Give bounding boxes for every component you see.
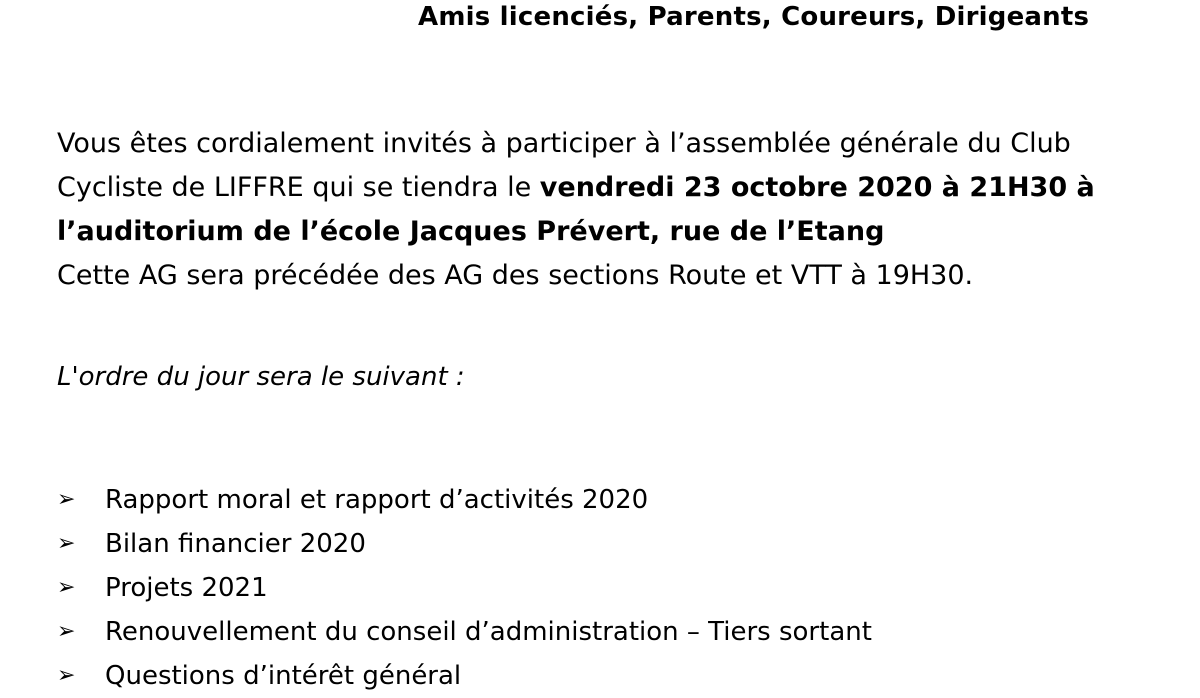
invitation-line-4: Cette AG sera précédée des AG des sections Route et VTT à 19H30. xyxy=(57,260,974,291)
arrow-bullet-icon: ➢ xyxy=(57,487,76,512)
list-item xyxy=(57,566,872,610)
list-item xyxy=(57,478,872,522)
arrow-bullet-icon: ➢ xyxy=(57,663,76,688)
arrow-bullet-icon: ➢ xyxy=(57,575,76,600)
agenda-item-text: Questions d’intérêt général xyxy=(105,661,462,691)
list-item xyxy=(57,654,872,698)
arrow-bullet-icon: ➢ xyxy=(57,531,76,556)
arrow-bullet-icon: ➢ xyxy=(57,619,76,644)
invitation-line-2 xyxy=(57,166,1167,210)
agenda-item-text: Rapport moral et rapport d’activités 2020 xyxy=(105,485,649,515)
audience-heading: Amis licenciés, Parents, Coureurs, Dirigeants xyxy=(418,2,1090,32)
agenda-title: L'ordre du jour sera le suivant : xyxy=(57,362,465,392)
list-item xyxy=(57,610,872,654)
list-item xyxy=(57,522,872,566)
meeting-date: vendredi 23 octobre 2020 à 21H30 à xyxy=(539,172,1095,203)
invitation-paragraph xyxy=(57,122,1167,298)
invitation-line-2-text: Cycliste de LIFFRE qui se tiendra le xyxy=(57,172,540,203)
agenda-item-text: Projets 2021 xyxy=(105,573,268,603)
invitation-line-1: Vous êtes cordialement invités à participer à l’assemblée générale du Club xyxy=(57,128,1071,159)
agenda-item-text: Bilan financier 2020 xyxy=(105,529,366,559)
meeting-location: l’auditorium de l’école Jacques Prévert, rue de l’Etang xyxy=(57,216,885,247)
invitation-line-3 xyxy=(57,210,1167,254)
agenda-list xyxy=(57,478,872,698)
agenda-item-text: Renouvellement du conseil d’administration – Tiers sortant xyxy=(105,617,872,647)
